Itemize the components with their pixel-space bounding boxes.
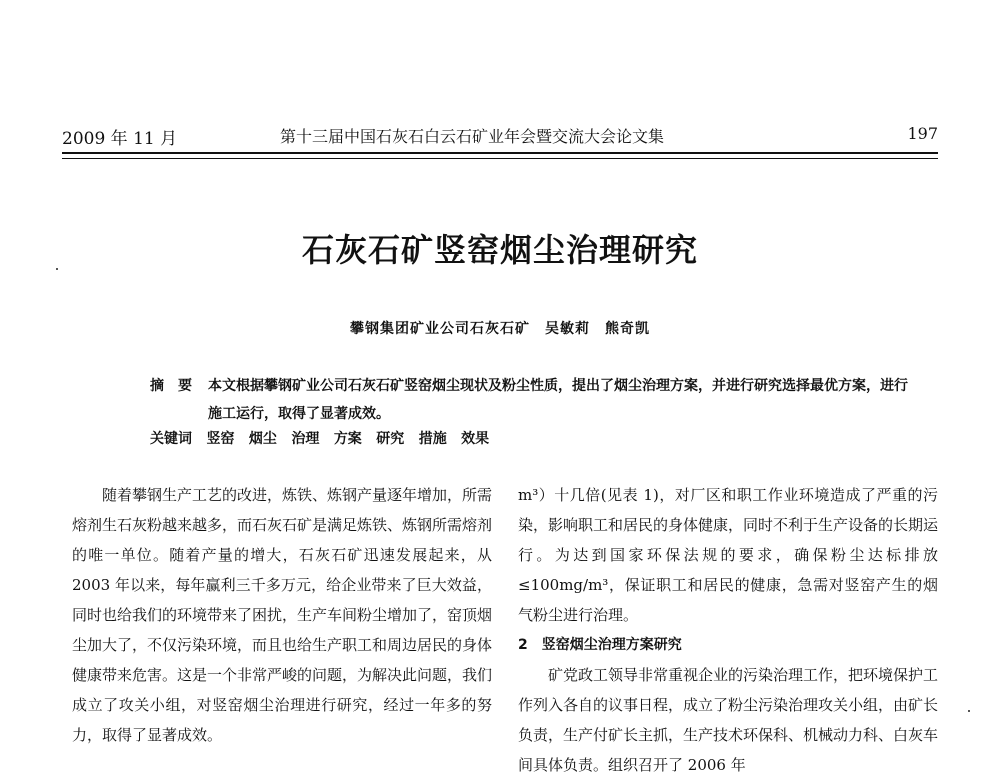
keyword: 方案 [333,431,362,447]
body-paragraph: 随着攀钢生产工艺的改进，炼铁、炼钢产量逐年增加，所需熔剂生石灰粉越来越多，而石灰石矿是满足炼铁、炼钢所需熔剂的唯一单位。随着产量的增大，石灰石矿迅速发展起来，从 2003 年以来，每年赢利三千多万元，给企业带来了巨大效益，同时也给我们的环境带来了困扰，生产车间粉尘增加了，窑顶烟尘加大了，不仅污染环境，而且也给生产职工和周边居民的身体健康带来危害。这是一个非常严峻的问题，为解决此问题，我们成立了攻关小组，对竖窑烟尘治理进行研究，经过一年多的努力，取得了显著成效。 [72,486,493,744]
running-header [62,120,938,150]
abstract-label: 摘 要 [150,378,192,394]
header-rule-thin [62,158,938,159]
abstract [150,372,910,428]
header-page-number: 197 [907,124,938,143]
keyword: 效果 [461,431,490,447]
header-journal-title: 第十三届中国石灰石白云石矿业年会暨交流大会论文集 [280,127,665,146]
scan-speck [968,710,970,712]
keywords-label: 关键词 [150,431,192,447]
body-paragraph: m³）十几倍(见表 1)，对厂区和职工作业环境造成了严重的污染，影响职工和居民的身体健康，同时不利于生产设备的长期运行。为达到国家环保法规的要求，确保粉尘达标排放≤100mg/m³，保证职工和居民的健康，急需对竖窑产生的烟气粉尘进行治理。 [518,486,939,624]
keyword: 措施 [418,431,447,447]
body-column-right [518,480,938,780]
keyword: 竖窑 [206,431,235,447]
body-column-left [72,480,492,750]
abstract-text: 本文根据攀钢矿业公司石灰石矿竖窑烟尘现状及粉尘性质，提出了烟尘治理方案，并进行研究选择最优方案，进行施工运行，取得了显著成效。 [208,378,908,422]
paper-title: 石灰石矿竖窑烟尘治理研究 [301,231,698,269]
keywords [150,428,489,448]
keyword: 治理 [291,431,320,447]
body-paragraph: 矿党政工领导非常重视企业的污染治理工作，把环境保护工作列入各自的议事日程，成立了粉尘污染治理攻关小组，由矿长负责，生产付矿长主抓，生产技术环保科、机械动力科、白灰车间具体负责。组织召开了 2006 年 [518,666,939,774]
keyword: 烟尘 [248,431,277,447]
header-rule-thick [62,152,938,154]
keyword: 研究 [376,431,405,447]
section-heading: 2 竖窑烟尘治理方案研究 [518,637,682,653]
paper-authors: 攀钢集团矿业公司石灰石矿 吴敏莉 熊奇凯 [350,321,650,337]
header-date: 2009 年 11 月 [62,129,178,149]
